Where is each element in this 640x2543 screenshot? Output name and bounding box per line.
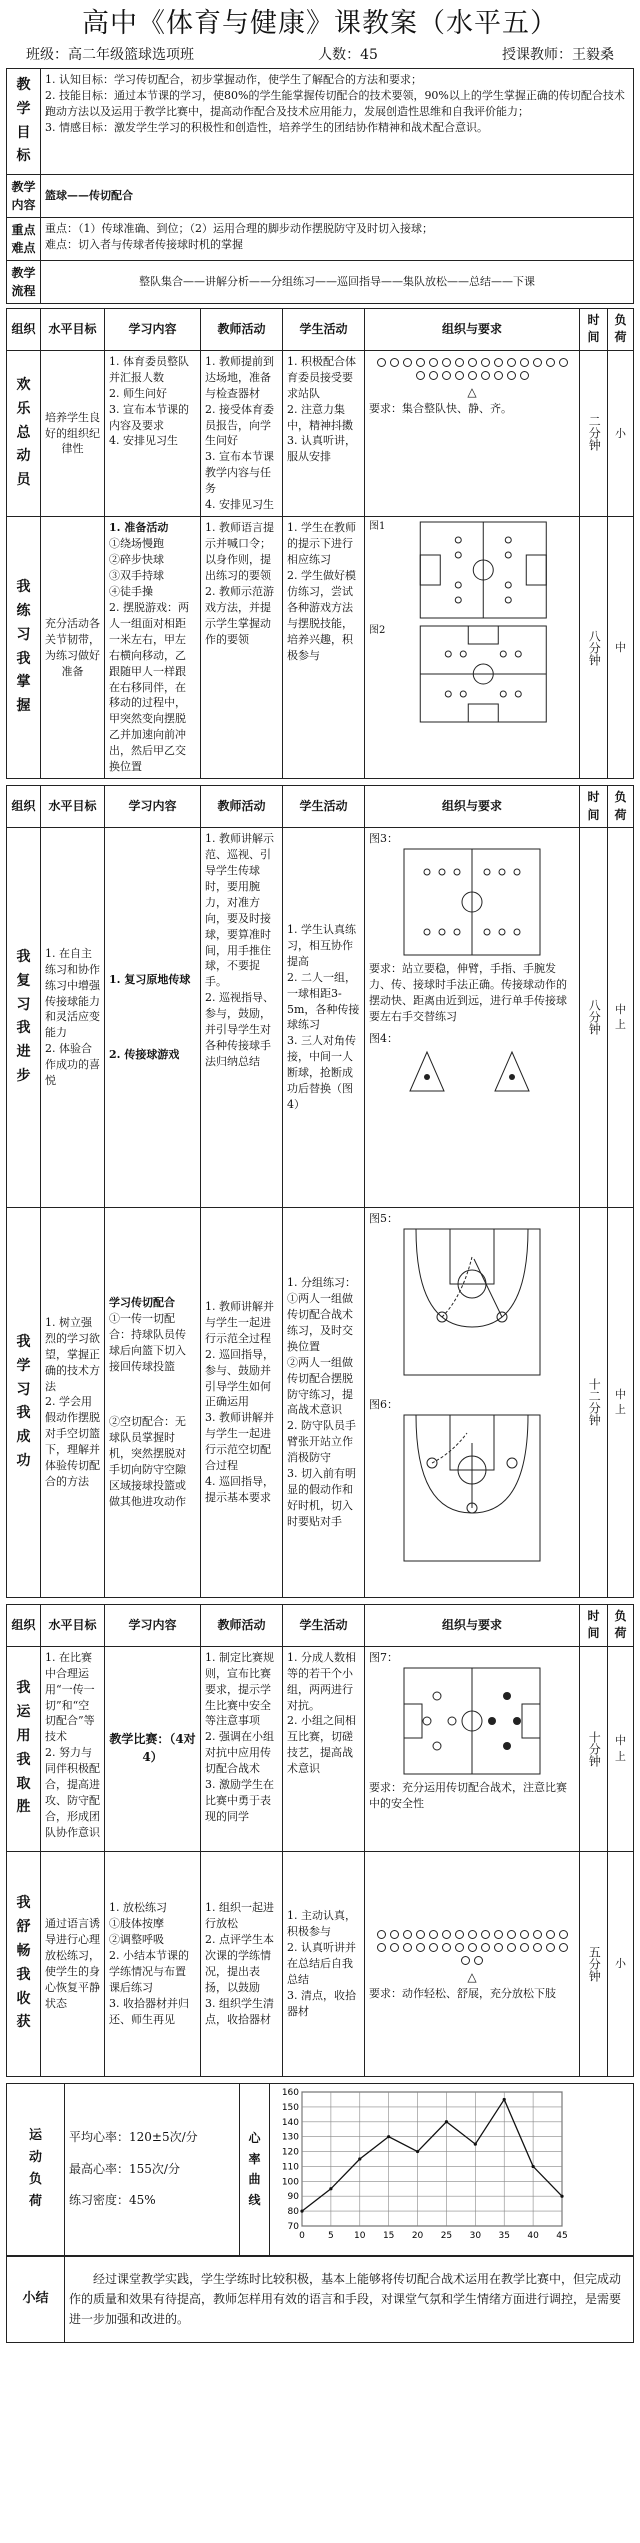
figure-req: 要求：站立要稳，伸臂，手指、手腕发力、传、接球时手法正确。传接球动作的摆动快、距离由近到远，进行单手传接球要左右手交替练习 [369, 961, 567, 1023]
goals-cell [41, 69, 634, 175]
max-heart-rate: 最高心率：155次/分 [69, 2161, 180, 2176]
goal-3: 3. 情感目标：激发学生学习的积极性和创造性，培养学生的团结协作精神和战术配合意识。 [45, 120, 488, 134]
key-point: 重点：（1）传球准确、到位；（2）运用合理的脚步动作摆脱防守及时切入接球； [45, 222, 433, 235]
curve-label: 心率曲线 [240, 2083, 270, 2255]
heart-rate-point [503, 2098, 506, 2101]
court-diagram [392, 624, 575, 724]
x-tick-label: 20 [411, 2230, 424, 2241]
goals-label: 教学目标 [7, 69, 41, 175]
class-label: 班级：高二年级篮球选项班 [26, 47, 194, 63]
y-tick-label: 130 [281, 2132, 299, 2143]
heart-rate-line [302, 2099, 562, 2211]
section-org: 我舒畅我收获 [7, 1851, 41, 2076]
goal-1: 1. 认知目标：学习传切配合，初步掌握动作，使学生了解配合的方法和要求； [45, 73, 422, 86]
section-student: 1. 分组练习：①两人一组做传切配合战术练习，及时交换位置 ②两人一组做传切配合摆脱防守练习，提高战术意识 2. 防守队员手臂张开站立作消极防守 3. 切入前有明显的假动作和好时机，切入时要贴对手 [283, 1207, 365, 1597]
y-tick-label: 80 [287, 2206, 299, 2217]
difficulty: 难点：切入者与传球者传接球时机的掌握 [45, 237, 243, 251]
section-time: 八分钟 [580, 517, 608, 779]
figure-cell [365, 517, 580, 779]
section-time: 十二分钟 [580, 1207, 608, 1597]
x-tick-label: 15 [382, 2230, 395, 2241]
content-b: 2. 传接球游戏 [109, 1048, 180, 1062]
y-tick-label: 110 [281, 2162, 299, 2173]
formation-cell [365, 350, 580, 516]
teacher-triangle: △ [467, 1969, 477, 1984]
y-tick-label: 70 [287, 2221, 299, 2232]
triangle-diagram [369, 1047, 575, 1097]
content-a: ①一传一切配合：持球队员传球后向篮下切入接回传球投篮 [109, 1311, 186, 1373]
section-content [105, 827, 201, 1207]
col-load: 负荷 [608, 1604, 634, 1646]
figure-cell [365, 1646, 580, 1851]
count-label: 人数： [318, 47, 361, 63]
section-time: 十分钟 [580, 1646, 608, 1851]
col-org: 组织 [7, 309, 41, 351]
col-org-req: 组织与要求 [365, 309, 580, 351]
section-org: 我学习我成功 [7, 1207, 41, 1597]
col-load: 负荷 [608, 786, 634, 828]
figure-label: 图3： [369, 831, 398, 845]
content-a: 1. 复习原地传球 [109, 972, 191, 986]
section-student: 1. 积极配合体育委员接受要求站队 2. 注意力集中，精神抖擞 3. 认真听讲，服从安排 [283, 350, 365, 516]
y-tick-label: 120 [281, 2147, 299, 2158]
figure-req: 要求：充分运用传切配合战术，注意比赛中的安全性 [369, 1780, 567, 1810]
formation-req: 要求：集合整队快、静、齐。 [369, 402, 512, 416]
teacher-triangle: △ [467, 384, 477, 399]
section-content: 1. 体育委员整队并汇报人数 2. 师生问好 3. 宣布本节课的内容及要求 4. 安排见习生 [105, 350, 201, 516]
exercise-density: 练习密度：45% [69, 2192, 156, 2207]
section-student: 1. 分成人数相等的若干个小组，两两进行对抗。 2. 小组之间相互比赛，切磋技艺，提高战术意识 [283, 1646, 365, 1851]
formation-diagram [369, 1926, 575, 1969]
section-cooldown [7, 1851, 634, 2076]
section-content [105, 517, 201, 779]
section-time: 八分钟 [580, 827, 608, 1207]
page-title: 高中《体育与健康》课教案（水平五） [82, 8, 558, 39]
heart-rate-chart [272, 2086, 572, 2248]
court-diagram [369, 1227, 575, 1377]
section-student: 1. 学生认真练习，相互协作提高 2. 二人一组，一球相距3-5m，各种传接球练习 3. 三人对角传接，中间一人断球，抢断成功后替换（图4） [283, 827, 365, 1207]
plot-frame [302, 2092, 562, 2226]
y-tick-label: 150 [281, 2102, 299, 2113]
section-teacher: 1. 教师提前到达场地，准备与检查器材 2. 接受体育委员报告，向学生问好 3. 宣布本节课教学内容与任务 4. 安排见习生 [201, 350, 283, 516]
heart-rate-point [532, 2165, 535, 2168]
x-tick-label: 35 [498, 2230, 510, 2241]
col-load: 负荷 [608, 309, 634, 351]
heart-rate-point [329, 2187, 332, 2190]
section-org: 我练习我掌握 [7, 517, 41, 779]
section-teacher: 1. 教师语言提示并喊口令；以身作则，提出练习的要领 2. 教师示范游戏方法，并提示学生掌握动作的要领 [201, 517, 283, 779]
heart-rate-point [358, 2157, 361, 2160]
col-org: 组织 [7, 786, 41, 828]
section-content [105, 1207, 201, 1597]
block-2 [6, 785, 634, 1598]
teacher-label: 授课教师：王毅桑 [501, 47, 614, 63]
figure-label: 图7： [369, 1650, 398, 1664]
section-practice [7, 517, 634, 779]
section-content: 1. 放松练习 ①肢体按摩 ②调整呼吸 2. 小结本节课的学练情况与布置课后练习 3. 收拾器材并归还、师生再见 [105, 1851, 201, 2076]
section-load: 小 [608, 350, 634, 516]
col-org-req: 组织与要求 [365, 1604, 580, 1646]
section-teacher: 1. 组织一起进行放松 2. 点评学生本次课的学练情况，提出表扬，以鼓励 3. 组织学生清点，收拾器材 [201, 1851, 283, 2076]
summary-table [6, 2256, 634, 2343]
col-content: 学习内容 [105, 1604, 201, 1646]
section-goal: 1. 在自主练习和协作练习中增强传接球能力和灵活应变能力 2. 体验合作成功的喜悦 [41, 827, 105, 1207]
meta-row [6, 44, 634, 68]
col-org-req: 组织与要求 [365, 786, 580, 828]
figure-cell [365, 1207, 580, 1597]
block-3 [6, 1604, 634, 2077]
col-teacher: 教师活动 [201, 1604, 283, 1646]
section-teacher: 1. 教师讲解并与学生一起进行示范全过程 2. 巡回指导，参与、鼓励并引导学生如何正确运用 3. 教师讲解并与学生一起进行示范空切配合过程 4. 巡回指导，提示基本要求 [201, 1207, 283, 1597]
x-tick-label: 25 [440, 2230, 453, 2241]
col-content: 学习内容 [105, 309, 201, 351]
stats-values [65, 2083, 240, 2255]
header-table [6, 68, 634, 304]
col-goal: 水平目标 [41, 309, 105, 351]
heart-rate-point [416, 2150, 419, 2153]
section-review [7, 827, 634, 1207]
section-goal: 通过语言诱导进行心理放松练习，使学生的身心恢复平静状态 [41, 1851, 105, 2076]
col-student: 学生活动 [283, 1604, 365, 1646]
stats-table [6, 2083, 634, 2256]
figure-label: 图6： [369, 1397, 398, 1411]
count-value: 45 [360, 47, 378, 63]
col-time: 时间 [580, 1604, 608, 1646]
section-load: 中 [608, 517, 634, 779]
formation-req: 要求：动作轻松、舒展，充分放松下肢 [369, 1986, 556, 2000]
y-tick-label: 160 [281, 2087, 299, 2098]
x-tick-label: 40 [527, 2230, 539, 2241]
formation-cell [365, 1851, 580, 2076]
col-teacher: 教师活动 [201, 786, 283, 828]
section-org: 我复习我进步 [7, 827, 41, 1207]
section-game [7, 1646, 634, 1851]
heart-rate-point [474, 2142, 477, 2145]
court-diagram [369, 847, 575, 957]
section-org: 欢乐总动员 [7, 350, 41, 516]
heart-rate-point [387, 2135, 390, 2138]
section-teacher: 1. 制定比赛规则，宣布比赛要求，提示学生比赛中安全等注意事项 2. 强调在小组对抗中应用传切配合战术 3. 激励学生在比赛中勇于表现的同学 [201, 1646, 283, 1851]
col-student: 学生活动 [283, 309, 365, 351]
content-title: 1. 准备活动 [109, 521, 169, 535]
key-label: 重点难点 [7, 218, 41, 261]
section-goal: 充分活动各关节韧带，为练习做好准备 [41, 517, 105, 779]
section-content: 教学比赛：（4对4） [105, 1646, 201, 1851]
summary-text: 经过课堂教学实践，学生学练时比较积极，基本上能够将传切配合战术运用在教学比赛中，但完成动作的质量和效果有待提高，教师怎样用有效的语言和手段，对课堂气氛和学生情绪方面进行调控，是需要进一步加强和改进的。 [65, 2256, 634, 2342]
content-title: 学习传切配合 [109, 1295, 175, 1309]
section-load: 中上 [608, 827, 634, 1207]
figure-label: 图2 [369, 625, 386, 637]
col-teacher: 教师活动 [201, 309, 283, 351]
x-tick-label: 45 [556, 2230, 568, 2241]
x-tick-label: 5 [328, 2230, 334, 2241]
section-goal: 培养学生良好的组织纪律性 [41, 350, 105, 516]
content-b: ②空切配合：无球队员掌握时机，突然摆脱对手切向防守空隙区域接球投篮或做其他进攻动作 [109, 1415, 186, 1509]
section-teacher: 1. 教师讲解示范、巡视、引导学生传球时，要用腕力，对准方向，要及时接球，要算准时间，用手推住球，不要捉手。 2. 巡视指导、参与，鼓励，并引导学生对各种传接球手法归纳总结 [201, 827, 283, 1207]
court-diagram [369, 1666, 575, 1776]
section-time: 五分钟 [580, 1851, 608, 2076]
section-org: 我运用我取胜 [7, 1646, 41, 1851]
x-tick-label: 30 [469, 2230, 482, 2241]
col-content: 学习内容 [105, 786, 201, 828]
y-tick-label: 140 [281, 2117, 299, 2128]
content-value: 篮球——传切配合 [41, 175, 634, 218]
formation-diagram [369, 354, 575, 384]
content-label: 教学内容 [7, 175, 41, 218]
key-cell [41, 218, 634, 261]
section-student: 1. 主动认真，积极参与 2. 认真听讲并在总结后自我总结 3. 清点，收拾器材 [283, 1851, 365, 2076]
section-goal: 1. 树立强烈的学习欲望，掌握正确的技术方法 2. 学会用假动作摆脱对手空切篮下，理解并体验传切配合的方法 [41, 1207, 105, 1597]
court-diagram [392, 520, 575, 620]
heart-rate-point [300, 2209, 303, 2212]
figure-label: 图4： [369, 1031, 398, 1045]
heart-rate-point [445, 2120, 448, 2123]
stats-label: 运动负荷 [7, 2083, 65, 2255]
figure-label: 图1 [369, 521, 386, 533]
count-field [318, 44, 378, 68]
x-tick-label: 0 [299, 2230, 305, 2241]
flow-value: 整队集合——讲解分析——分组练习——巡回指导——集队放松——总结——下课 [41, 261, 634, 304]
summary-label: 小结 [7, 2256, 65, 2342]
col-goal: 水平目标 [41, 786, 105, 828]
section-load: 小 [608, 1851, 634, 2076]
court-diagram [369, 1413, 575, 1563]
y-tick-label: 100 [281, 2177, 299, 2188]
section-goal: 1. 在比赛中合理运用“一传一切”和“空切配合”等技术 2. 努力与同伴积极配合，提高进攻、防守配合，形成团队协作意识 [41, 1646, 105, 1851]
section-load: 中上 [608, 1646, 634, 1851]
x-tick-label: 10 [354, 2230, 366, 2241]
col-goal: 水平目标 [41, 1604, 105, 1646]
goal-2: 2. 技能目标：通过本节课的学习，使80%的学生能掌握传切配合的技术要领，90%以上的学生掌握正确的传切配合技术跑动方法以及运用于教学比赛中，提高动作配合及技术应用能力，发展创造性思维和自我评价能力； [45, 88, 625, 118]
y-tick-label: 90 [287, 2191, 299, 2202]
content-body: ①绕场慢跑 ②碎步快球 ③双手持球 ④徒手操 2. 摆脱游戏：两人一组面对相距一米左右，甲左右横向移动，乙跟随甲人一样跟在右移同伴，在移动的过程中，甲突然变向摆脱乙并加速向前冲出，然后甲乙交换位置 [109, 537, 189, 774]
section-load: 中上 [608, 1207, 634, 1597]
section-time: 二分钟 [580, 350, 608, 516]
col-time: 时间 [580, 309, 608, 351]
figure-label: 图5： [369, 1211, 398, 1225]
section-student: 1. 学生在教师的提示下进行相应练习 2. 学生做好模仿练习，尝试各种游戏方法与摆脱技能，培养兴趣，积极参与 [283, 517, 365, 779]
col-time: 时间 [580, 786, 608, 828]
chart-cell [270, 2083, 634, 2255]
section-warmup [7, 350, 634, 516]
figure-cell [365, 827, 580, 1207]
avg-heart-rate: 平均心率：120±5次/分 [69, 2130, 198, 2145]
flow-label: 教学流程 [7, 261, 41, 304]
col-org: 组织 [7, 1604, 41, 1646]
col-student: 学生活动 [283, 786, 365, 828]
heart-rate-point [560, 2194, 563, 2197]
section-learn [7, 1207, 634, 1597]
block-1 [6, 308, 634, 779]
